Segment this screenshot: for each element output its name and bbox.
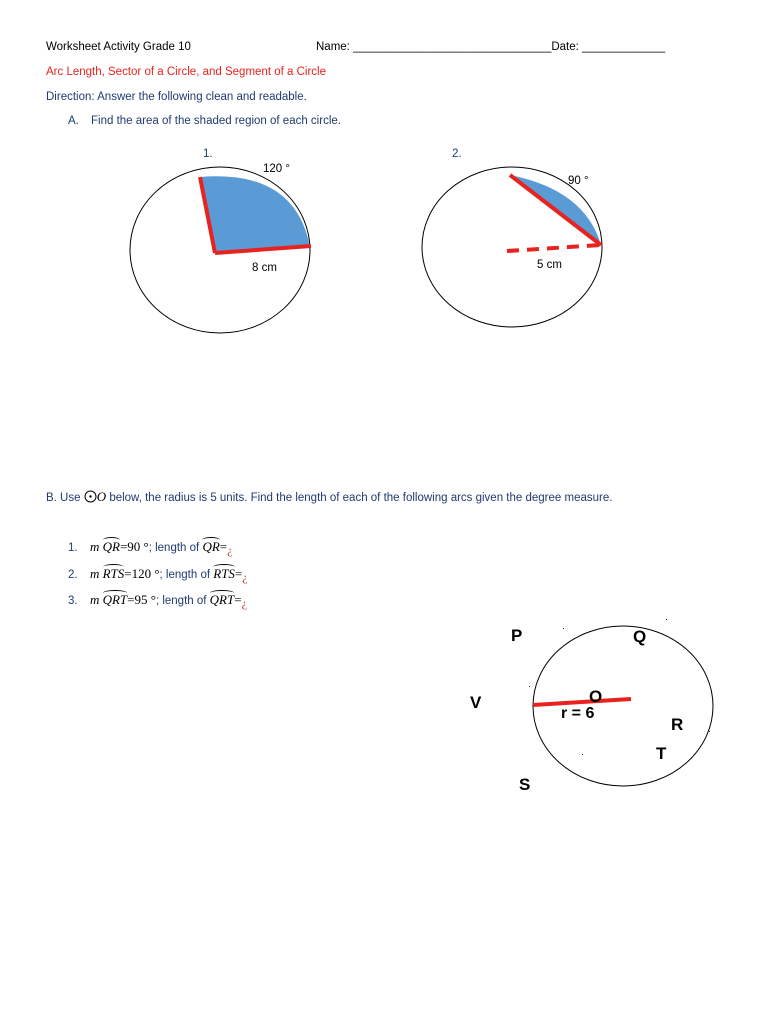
part-b-intro — [46, 490, 612, 505]
figure-2-dashed-radius — [507, 245, 601, 251]
figure-1-shaded-sector — [200, 176, 310, 252]
figure-2-number: 2. — [452, 148, 462, 160]
measure-symbol: m — [90, 592, 100, 607]
arc-measure: =120 ° — [124, 566, 160, 581]
circle-o-diagram — [525, 620, 725, 795]
question-number: 3. — [68, 595, 78, 607]
name-date-line: Name: _______________________________Date: _____________ — [316, 41, 666, 53]
figure-1-number: 1. — [203, 148, 213, 160]
arc-measure: =95 ° — [127, 592, 156, 607]
arc-name: RTS — [102, 566, 125, 581]
figure-1-radius: 8 cm — [252, 262, 277, 274]
point-label-o: O — [589, 687, 603, 706]
arc-question-1 — [68, 539, 232, 556]
part-a-instruction: Find the area of the shaded region of each circle. — [91, 115, 341, 127]
equals-sign: = — [219, 539, 228, 554]
arc-name-length: QR — [202, 539, 220, 554]
arc-question-2 — [68, 566, 248, 583]
circle-o — [533, 623, 713, 786]
arc-measure: =90 ° — [119, 539, 149, 554]
point-label-q: Q — [633, 627, 647, 646]
answer-placeholder: ¿ — [227, 543, 233, 557]
point-label-r: R — [671, 715, 684, 734]
figure-1-angle: 120 ° — [263, 163, 290, 175]
figure-1-diagram — [125, 165, 320, 345]
part-b-intro-prefix: B. Use — [46, 492, 81, 504]
part-a-letter: A. — [68, 115, 79, 127]
length-of-label: ; length of — [148, 542, 200, 554]
arc-name: QRT — [102, 592, 128, 607]
point-dot-q: · — [665, 614, 668, 624]
radius-label: r = 6 — [561, 705, 595, 722]
equals-sign: = — [234, 592, 242, 607]
direction-text: Direction: Answer the following clean and readable. — [46, 91, 307, 103]
circle-dot-icon — [84, 490, 97, 503]
figure-2-angle: 90 ° — [568, 175, 589, 187]
point-label-p: P — [511, 626, 523, 645]
circle-name: O — [96, 489, 107, 504]
point-label-v: V — [470, 693, 482, 712]
length-of-label: ; length of — [159, 569, 211, 581]
point-label-t: T — [656, 744, 667, 763]
length-of-label: ; length of — [155, 595, 207, 607]
answer-placeholder: ¿ — [242, 570, 248, 584]
question-number: 2. — [68, 569, 78, 581]
point-label-s: S — [519, 775, 531, 794]
arc-name-length: RTS — [213, 566, 235, 581]
answer-placeholder: ¿ — [241, 596, 247, 610]
point-dot-r: · — [708, 726, 711, 736]
measure-symbol: m — [90, 539, 100, 554]
arc-question-3 — [68, 592, 247, 609]
question-number: 1. — [68, 542, 78, 554]
point-dot-s: · — [581, 749, 584, 759]
worksheet-subtitle: Arc Length, Sector of a Circle, and Segment of a Circle — [46, 66, 326, 78]
point-dot-p: · — [562, 623, 565, 633]
arc-name: QR — [102, 539, 120, 554]
figure-2-radius: 5 cm — [537, 259, 562, 271]
equals-sign: = — [234, 566, 243, 581]
figure-2-diagram — [415, 165, 610, 335]
point-dot-v: · — [528, 681, 531, 691]
part-b-intro-suffix: below, the radius is 5 units. Find the length of each of the following arcs given the degree measure. — [109, 492, 613, 504]
measure-symbol: m — [90, 566, 100, 581]
arc-name-length: QRT — [209, 592, 235, 607]
worksheet-title: Worksheet Activity Grade 10 — [46, 41, 191, 53]
